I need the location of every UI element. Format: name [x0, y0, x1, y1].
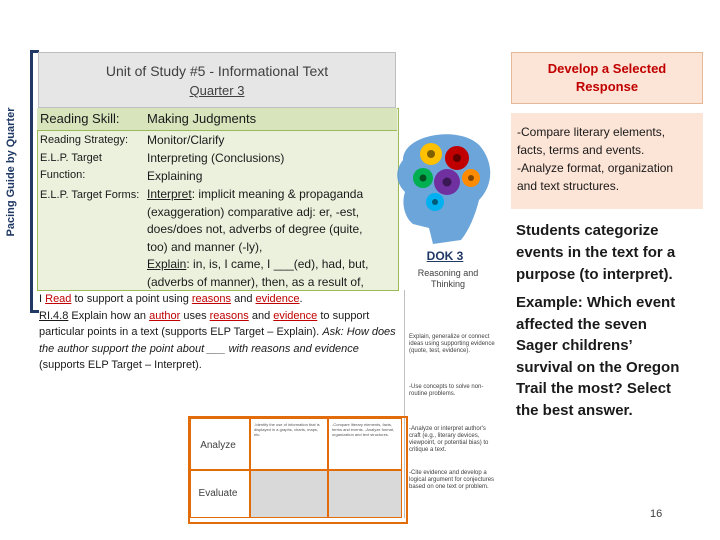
develop-response-header: [511, 52, 703, 104]
elp-forms-label: E.L.P. Target Forms:: [40, 189, 140, 201]
forms-line-2: (exaggeration) comparative adj: er, -est,: [147, 204, 360, 219]
analyze-text-cell-1: -Identify the use of information that is displayed in a graphs, charts, maps, etc.: [250, 418, 328, 470]
read-line-4: the author support the point about ___ with reasons and evidence: [39, 342, 359, 355]
reading-skill-value: Making Judgments: [147, 111, 257, 126]
dok-column: [404, 290, 503, 518]
evaluate-cell-empty-2: [328, 470, 402, 518]
compare-box: [511, 113, 703, 209]
unit-title: Unit of Study #5 - Informational Text: [105, 63, 329, 79]
bloom-grid: [188, 416, 408, 524]
reading-standard: [37, 291, 397, 369]
students-line-3: purpose (to interpret).: [516, 266, 673, 283]
read-line-c: and: [231, 293, 256, 305]
page-number: 16: [650, 508, 663, 520]
forms-line-3: does/does not, adverbs of degree (quite,: [147, 222, 363, 236]
read-line-b: to support a point using: [71, 293, 192, 305]
develop-line-2: Response: [575, 79, 639, 94]
dok-cell-3: -Analyze or interpret author's craft (e.g., literary devices, viewpoint, or potential bias) to critique a text.: [409, 426, 489, 453]
example-line-4: survival on the Oregon: [516, 358, 680, 376]
example-line-5: Trail the most? Select: [516, 380, 672, 397]
example-line-6: the best answer.: [516, 401, 633, 419]
bloom-analyze-label: Analyze: [200, 440, 236, 451]
compare-line-1: -Compare literary elements,: [517, 125, 666, 139]
read-word: Read: [45, 293, 72, 305]
dok-cell-4: -Cite evidence and develop a logical argument for conjectures based on one text or problem.: [409, 470, 495, 490]
dok-cell-2: -Use concepts to solve non-routine problems.: [409, 384, 484, 397]
students-line-1: Students categorize: [516, 222, 659, 239]
example-line-1: Example: Which event: [516, 294, 676, 311]
reading-strategy-value: Monitor/Clarify: [147, 133, 225, 147]
reading-skill-label: Reading Skill:: [40, 111, 120, 126]
forms-line-1: : implicit meaning & propaganda: [191, 187, 364, 201]
example-line-3: Sager childrens’: [516, 337, 633, 354]
brain-gears-icon: [383, 120, 501, 260]
pacing-guide-label: Pacing Guide by Quarter: [5, 107, 17, 237]
students-line-2: events in the text for a: [516, 244, 676, 261]
compare-line-3: -Analyze format, organization: [517, 161, 674, 175]
elp-function-label-2: Function:: [40, 169, 86, 181]
ri-line-b: Explain how an: [68, 309, 150, 322]
develop-line-1: Develop a Selected: [547, 61, 667, 76]
ask-text: Ask: How does: [322, 326, 396, 338]
bloom-evaluate-label: Evaluate: [198, 488, 238, 499]
evaluate-cell-empty-1: [250, 470, 328, 518]
dok-subtitle: [405, 268, 491, 290]
ri-line-c: uses: [180, 309, 210, 322]
dok-level: DOK 3: [426, 249, 464, 263]
compare-line-2: facts, terms and events.: [517, 143, 645, 157]
evidence-word: evidence: [255, 293, 300, 305]
ri-line-d: and: [248, 309, 274, 322]
dok-cell-1: Explain, generalize or connect ideas using supporting evidence (quote, test, evidence).: [409, 334, 495, 354]
forms-line-4: too) and manner (-ly),: [147, 239, 263, 254]
example-line-2: affected the seven: [516, 315, 647, 333]
evidence-word-2: evidence: [273, 309, 318, 322]
forms-line-5: : in, is, I came, I ___(ed), had, but,: [186, 257, 369, 271]
author-word: author: [149, 309, 181, 322]
elp-forms-text: [147, 186, 392, 291]
reasons-word-2: reasons: [209, 309, 249, 322]
forms-line-6: (adverbs of manner), then, as a result of,: [147, 274, 364, 289]
dok-sub-1: Reasoning and: [417, 268, 479, 278]
reasons-word: reasons: [191, 293, 232, 305]
example-question: [516, 292, 706, 421]
standard-code: RI.4.8: [39, 309, 69, 322]
elp-function-value-1: Interpreting (Conclusions): [147, 151, 285, 165]
elp-function-value-2: Explaining: [147, 169, 203, 183]
elp-function-label-1: E.L.P. Target: [40, 152, 102, 164]
reading-strategy-label: Reading Strategy:: [40, 134, 129, 146]
unit-header: [38, 52, 396, 108]
analyze-text-cell-2: -Compare literary elements, facts, terms and events. -Analyze format, organization and text structures.: [328, 418, 402, 470]
read-line-d: .: [299, 293, 303, 305]
ri-line-e: to support: [317, 309, 370, 322]
read-line-5: (supports ELP Target – Interpret).: [39, 359, 202, 371]
unit-quarter: Quarter 3: [189, 83, 245, 98]
compare-line-4: and text structures.: [517, 179, 620, 193]
interpret-term: Interpret: [147, 187, 192, 201]
explain-term: Explain: [147, 257, 187, 271]
read-line-a: I: [39, 293, 46, 305]
dok-sub-2: Thinking: [430, 279, 466, 289]
students-task: [516, 220, 706, 286]
read-line-3: particular points in a text (supports ELP Target – Explain).: [39, 326, 323, 338]
